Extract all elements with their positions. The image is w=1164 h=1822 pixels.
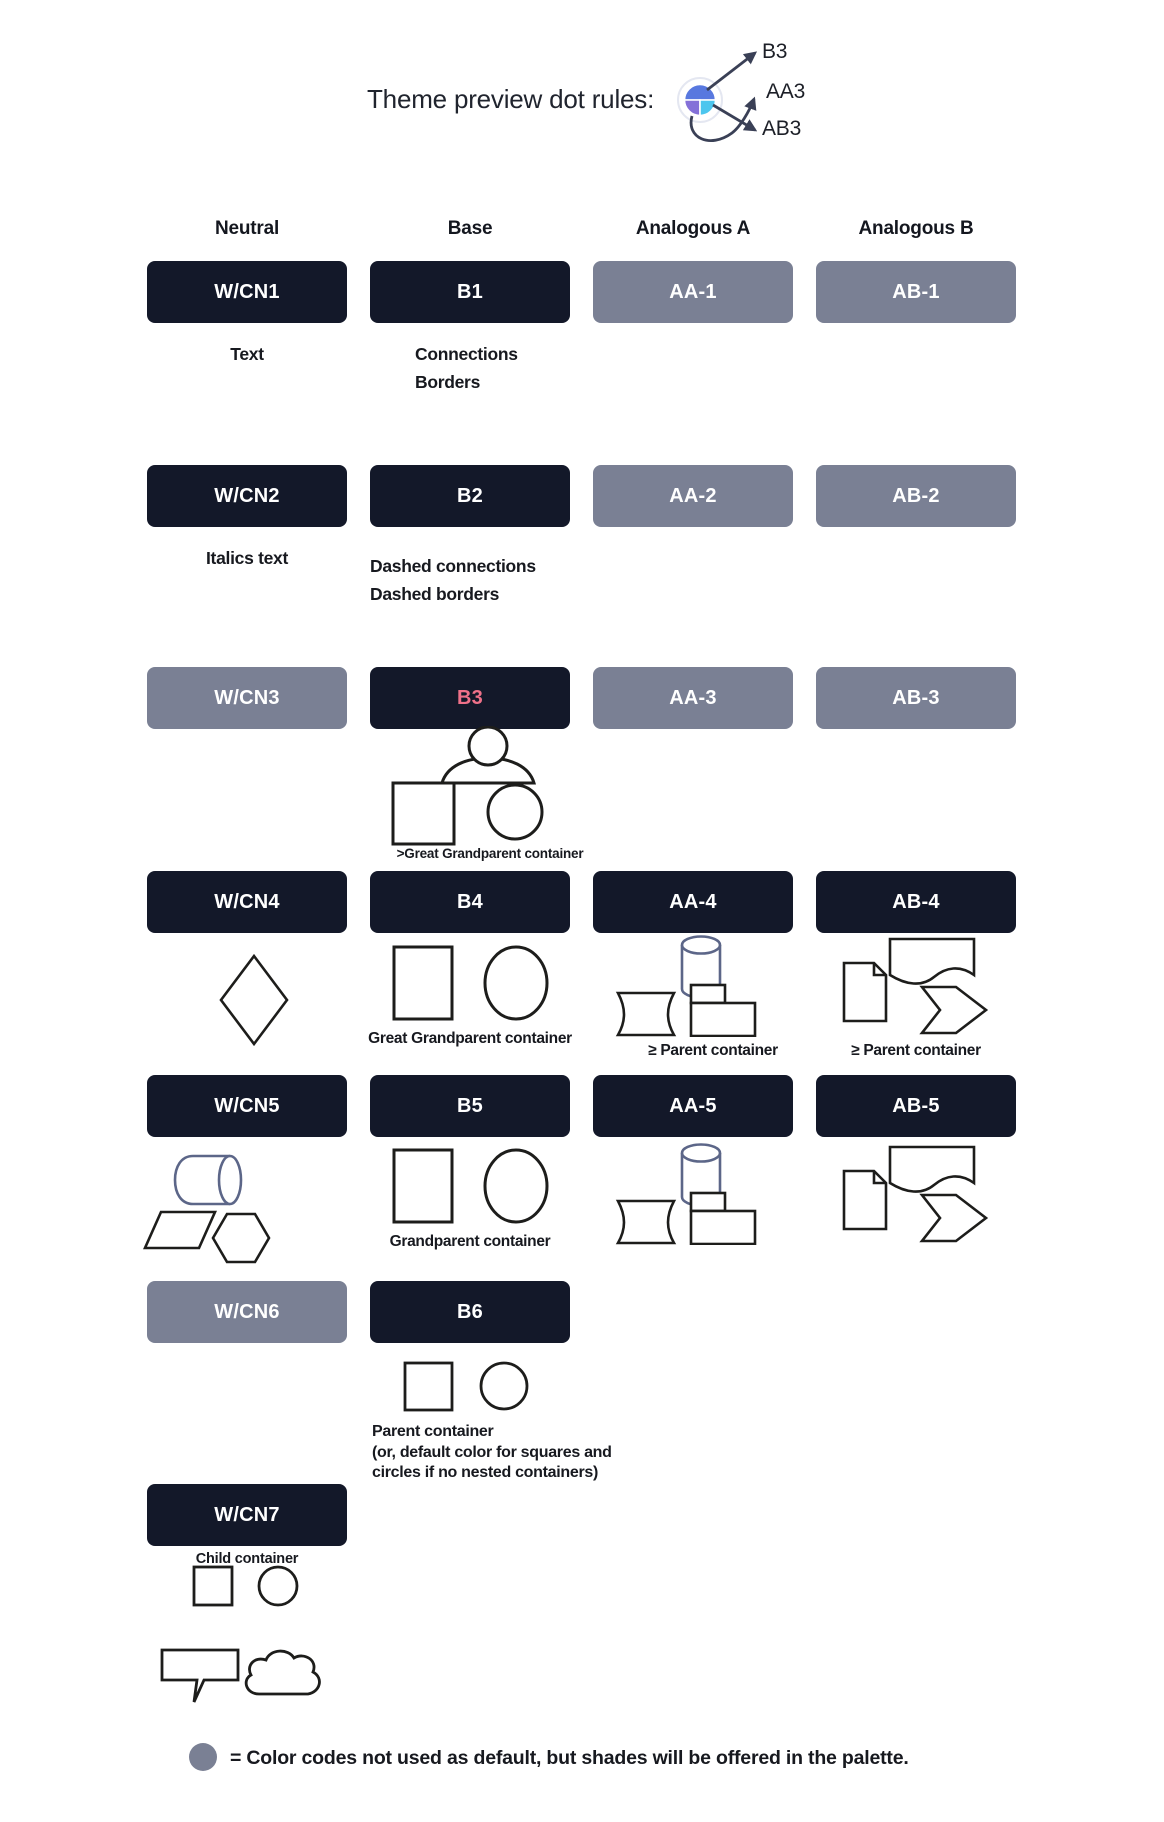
legend-label-ab3: AB3 [762, 117, 802, 140]
parallelogram-icon [145, 1212, 215, 1248]
caption-great-grandparent-b4: Great Grandparent container [368, 1030, 572, 1047]
swatch-wcn5 [147, 1075, 347, 1137]
circle-icon [485, 1150, 547, 1222]
swatch-label: W/CN4 [214, 890, 280, 913]
wcn7-shapes-icon [192, 1565, 304, 1609]
folder-rect-icon [691, 1211, 755, 1244]
square-icon [394, 1150, 452, 1222]
swatch-ab2 [816, 465, 1016, 527]
swatch-wcn1 [147, 261, 347, 323]
person-head-icon [469, 727, 507, 765]
square-icon [394, 947, 452, 1019]
swatch-label: AA-3 [669, 686, 717, 709]
cylinder-side-cap-icon [219, 1156, 241, 1204]
swatch-label: W/CN1 [214, 280, 280, 303]
caption-parent-aa4: ≥ Parent container [648, 1042, 778, 1059]
caption-dashed [370, 552, 536, 608]
caption-line: circles if no nested containers) [372, 1464, 599, 1481]
swatch-b3 [370, 667, 570, 729]
arrow-to-b3-icon [707, 53, 755, 90]
swatch-label: B6 [457, 1300, 483, 1323]
b3-shapes-icon [374, 726, 606, 846]
swatch-label: AA-4 [669, 890, 717, 913]
caption-line: Parent container [372, 1423, 494, 1440]
swatch-label: B2 [457, 484, 483, 507]
cylinder-top-icon [682, 937, 720, 954]
swatch-label: AA-5 [669, 1094, 717, 1117]
caption-child-container: Child container [195, 1551, 299, 1567]
caption-line: (or, default color for squares and [372, 1443, 612, 1461]
swatch-ab3 [816, 667, 1016, 729]
footnote: = Color codes not used as default, but shades will be offered in the palette. [230, 1747, 909, 1769]
swatch-wcn3 [147, 667, 347, 729]
swatch-aa3 [593, 667, 793, 729]
swatch-b2 [370, 465, 570, 527]
caption-line: Dashed connections [370, 556, 536, 576]
ab5-shapes-icon [828, 1143, 1003, 1245]
document-icon [844, 1171, 886, 1229]
caption-line: Borders [415, 372, 481, 392]
swatch-label: W/CN6 [214, 1300, 280, 1323]
circle-icon [481, 1363, 527, 1409]
circle-icon [485, 947, 547, 1019]
swatch-b5 [370, 1075, 570, 1137]
swatch-label: AB-1 [892, 280, 940, 303]
swatch-b4 [370, 871, 570, 933]
swatch-label: AB-3 [892, 686, 940, 709]
curved-rect-icon [618, 993, 674, 1035]
caption-line: Dashed borders [370, 584, 500, 604]
wave-icon [890, 1147, 974, 1192]
legend-label-b3: B3 [762, 40, 788, 63]
swatch-wcn6 [147, 1281, 347, 1343]
caption-text: Text [230, 344, 264, 364]
aa5-shapes-icon [606, 1141, 781, 1245]
swatch-aa4 [593, 871, 793, 933]
aa4-shapes-icon [606, 933, 781, 1037]
square-icon [405, 1363, 452, 1410]
swatch-wcn4 [147, 871, 347, 933]
legend-dot-icon [189, 1743, 217, 1771]
circle-icon [488, 785, 542, 839]
swatch-ab5 [816, 1075, 1016, 1137]
square-icon [393, 783, 454, 844]
swatch-b1 [370, 261, 570, 323]
swatch-ab1 [816, 261, 1016, 323]
caption-parent-ab4: ≥ Parent container [851, 1042, 981, 1059]
caption-line: Connections [415, 344, 518, 364]
circle-icon [259, 1567, 297, 1605]
swatch-wcn2 [147, 465, 347, 527]
swatch-label: W/CN5 [214, 1094, 280, 1117]
wcn4-shapes-icon [217, 952, 291, 1048]
chevron-icon [922, 1195, 986, 1241]
caption-grandparent-b5: Grandparent container [389, 1233, 551, 1250]
swatch-b6 [370, 1281, 570, 1343]
page-title: Theme preview dot rules: [367, 84, 655, 114]
folder-tab-icon [691, 985, 725, 1003]
theme-preview-dot-icon [640, 28, 840, 153]
swatch-label: B3 [457, 686, 483, 709]
chevron-icon [922, 987, 986, 1033]
ab4-shapes-icon [828, 935, 1003, 1037]
column-header-base: Base [447, 218, 493, 239]
swatch-label: AA-1 [669, 280, 717, 303]
swatch-aa1 [593, 261, 793, 323]
b5-shapes-icon [390, 1146, 555, 1226]
cloud-icon [246, 1651, 319, 1694]
swatch-label: AB-4 [892, 890, 940, 913]
swatch-aa2 [593, 465, 793, 527]
swatch-label: W/CN2 [214, 484, 280, 507]
cylinder-top-icon [682, 1145, 720, 1162]
column-header-analogous-a: Analogous A [635, 218, 751, 239]
swatch-label: B4 [457, 890, 483, 913]
document-icon [844, 963, 886, 1021]
caption-parent-b6 [372, 1422, 612, 1484]
swatch-aa5 [593, 1075, 793, 1137]
curved-rect-icon [618, 1201, 674, 1243]
b6-shapes-icon [403, 1361, 533, 1413]
column-header-analogous-b: Analogous B [858, 218, 974, 239]
diamond-icon [221, 956, 287, 1044]
swatch-label: W/CN7 [214, 1503, 280, 1526]
swatch-wcn7 [147, 1484, 347, 1546]
column-header-neutral: Neutral [214, 218, 280, 239]
swatch-label: W/CN3 [214, 686, 280, 709]
square-icon [194, 1567, 232, 1605]
swatch-label: AB-2 [892, 484, 940, 507]
folder-tab-icon [691, 1193, 725, 1211]
swatch-ab4 [816, 871, 1016, 933]
folder-rect-icon [691, 1003, 755, 1036]
swatch-label: B1 [457, 280, 483, 303]
wcn7-shapes2-icon [156, 1640, 336, 1708]
hexagon-icon [213, 1214, 269, 1262]
caption-connections-borders [415, 340, 518, 396]
b4-shapes-icon [390, 943, 555, 1023]
caption-italics-text: Italics text [206, 548, 288, 568]
wcn5-shapes-icon [133, 1148, 293, 1266]
swatch-label: B5 [457, 1094, 483, 1117]
legend-label-aa3: AA3 [766, 80, 806, 103]
caption-great-grandparent-b3: >Great Grandparent container [396, 846, 584, 861]
speech-bubble-icon [162, 1650, 238, 1702]
swatch-label: AA-2 [669, 484, 717, 507]
swatch-label: AB-5 [892, 1094, 940, 1117]
wave-icon [890, 939, 974, 984]
